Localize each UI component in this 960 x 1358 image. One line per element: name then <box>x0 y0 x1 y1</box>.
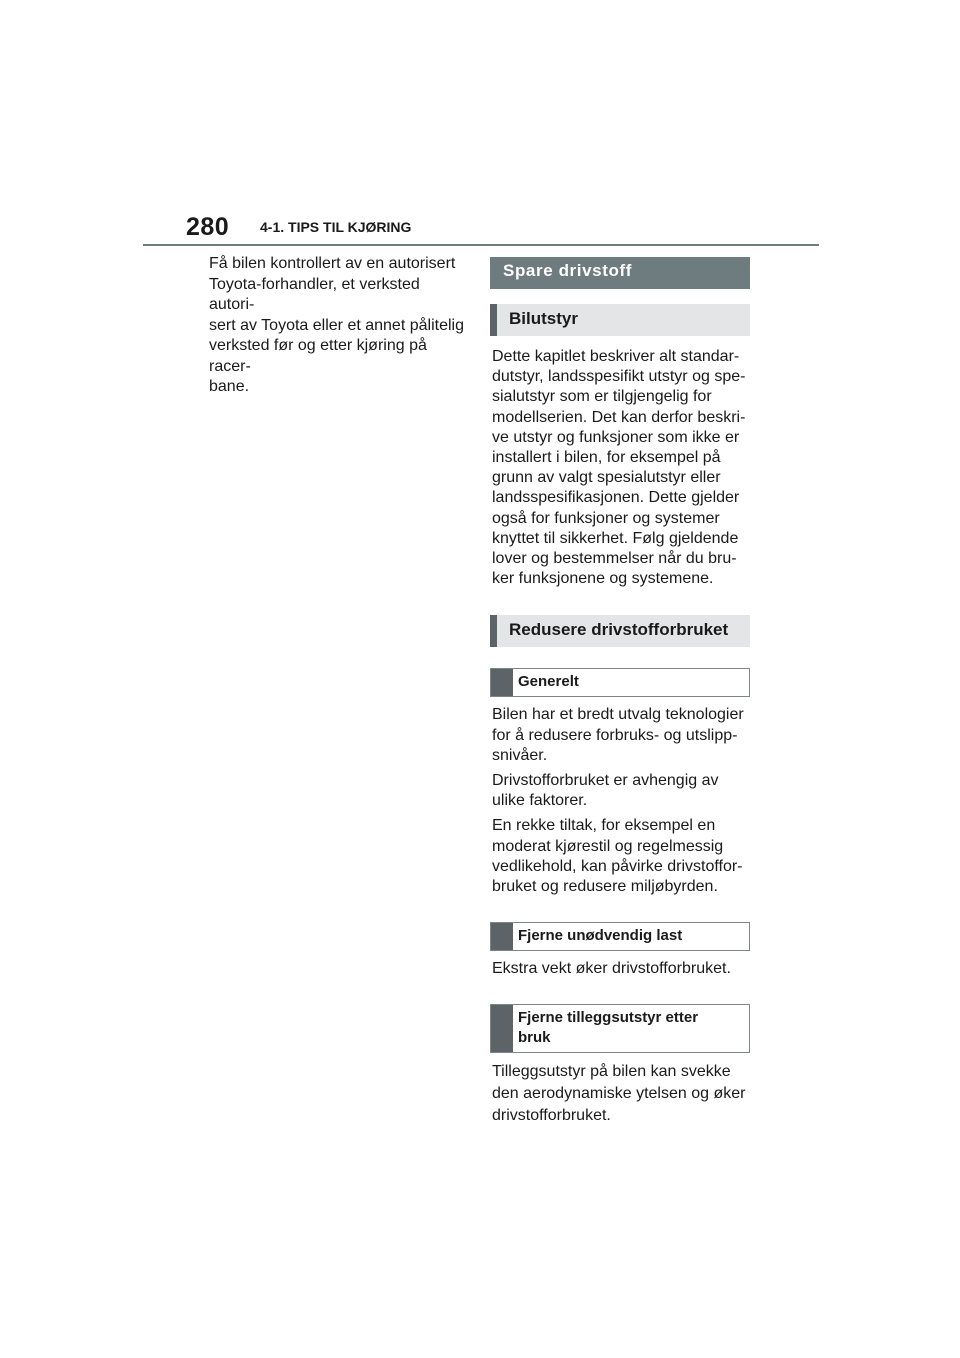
text-line: Dette kapitlet beskriver alt standar- <box>492 348 740 365</box>
text-line: ve utstyr og funksjoner som ikke er <box>492 428 740 446</box>
text-line: vedlikehold, kan påvirke drivstoffor- <box>492 857 743 875</box>
paragraph-generelt-3 <box>490 816 750 897</box>
text-line: En rekke tiltak, for eksempel en <box>492 817 716 835</box>
text-line: bruk <box>518 1029 551 1047</box>
text-line: modellserien. Det kan derfor beskri- <box>492 408 746 426</box>
paragraph-tilleggsutstyr <box>490 1061 750 1127</box>
text-line: dutstyr, landsspesifikt utstyr og spe- <box>492 368 746 386</box>
subheading-label: Generelt <box>518 673 579 691</box>
text-line: Tilleggsutstyr på bilen kan svekke <box>492 1063 731 1081</box>
header-divider <box>143 244 819 246</box>
text-line: bruket og redusere miljøbyrden. <box>492 878 718 896</box>
text-line: drivstofforbruket. <box>492 1107 611 1125</box>
text-line: sialutstyr som er tilgjengelig for <box>492 388 712 406</box>
subheading-generelt <box>490 668 750 697</box>
subheading-marker <box>491 923 513 950</box>
subheading-fjerne-tilleggsutstyr <box>490 1004 750 1053</box>
text-line: ulike faktorer. <box>492 792 588 810</box>
subheading-fjerne-last <box>490 922 750 951</box>
section-title: 4-1. TIPS TIL KJØRING <box>260 219 412 235</box>
racetrack-note <box>209 254 467 398</box>
text-line: moderat kjørestil og regelmessig <box>492 837 724 855</box>
right-column <box>490 257 750 1127</box>
heading-spare-drivstoff: Spare drivstoff <box>490 257 750 289</box>
text-line: knyttet til sikkerhet. Følg gjeldende <box>492 529 739 547</box>
subheading-label: Fjerne unødvendig last <box>518 927 683 945</box>
text-line: snivåer. <box>492 746 548 764</box>
subheading-label <box>513 1005 704 1052</box>
page-number: 280 <box>186 213 230 241</box>
heading-redusere-drivstofforbruket: Redusere drivstofforbruket <box>490 615 750 647</box>
subheading-marker <box>491 669 513 696</box>
text-line: grunn av valgt spesialutstyr eller <box>492 469 721 487</box>
text-line: også for funksjoner og systemer <box>492 509 720 527</box>
text-line: Drivstofforbruket er avhengig av <box>492 772 719 790</box>
paragraph-last <box>490 959 750 979</box>
paragraph-generelt-1 <box>490 705 750 766</box>
text-line: landsspesifikasjonen. Dette gjelder <box>492 489 740 507</box>
text-line: Ekstra vekt øker drivstofforbruket. <box>492 960 731 978</box>
text-line: lover og bestemmelser når du bru- <box>492 550 737 568</box>
text-line: for å redusere forbruks- og utslipp- <box>492 726 738 744</box>
text-line: installert i bilen, for eksempel på <box>492 449 721 467</box>
text-line: sert av Toyota eller et annet pålitelig <box>209 316 464 334</box>
page-header <box>0 0 960 250</box>
heading-bilutstyr: Bilutstyr <box>490 304 750 336</box>
paragraph-bilutstyr <box>490 347 750 589</box>
subheading-marker <box>491 1005 513 1052</box>
text-line: verksted før og etter kjøring på racer- <box>209 337 427 375</box>
text-line: Fjerne tilleggsutstyr etter <box>518 1009 699 1027</box>
text-line: Få bilen kontrollert av en autorisert <box>209 255 456 272</box>
text-line: bane. <box>209 378 250 395</box>
paragraph-generelt-2 <box>490 771 750 811</box>
left-column <box>209 254 467 398</box>
text-line: den aerodynamiske ytelsen og øker <box>492 1085 746 1103</box>
text-line: Bilen har et bredt utvalg teknologier <box>492 706 744 724</box>
text-line: Toyota-forhandler, et verksted autori- <box>209 275 420 313</box>
text-line: ker funksjonene og systemene. <box>492 570 714 588</box>
